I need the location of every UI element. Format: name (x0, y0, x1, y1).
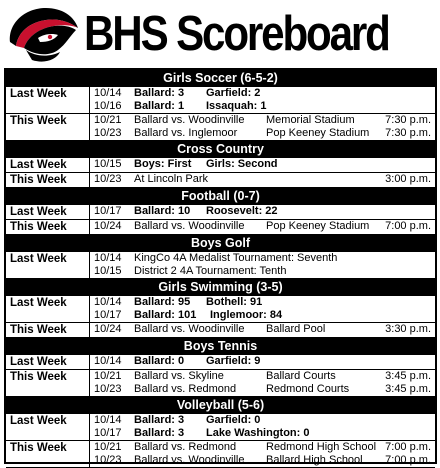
game-date: 10/23 (94, 383, 122, 395)
game-date: 10/15 (94, 158, 122, 170)
group-label: Last Week (6, 87, 90, 113)
table-row (90, 296, 435, 309)
table-row (90, 127, 435, 140)
opponent-score: Garfield: 0 (206, 414, 261, 426)
game-time: 7:00 p.m. (385, 454, 431, 466)
game-time: 3:45 p.m. (385, 383, 431, 395)
game-date: 10/16 (94, 100, 122, 112)
game-location: Ballard Courts (266, 370, 336, 382)
result-group (6, 87, 435, 114)
game-time: 3:45 p.m. (385, 370, 431, 382)
game-date: 10/14 (94, 296, 122, 308)
game-info: Ballard vs. Woodinville (134, 114, 245, 126)
result-group (6, 323, 435, 338)
game-info: Ballard vs. Redmond (134, 441, 237, 453)
game-time: 7:30 p.m. (385, 127, 431, 139)
game-date: 10/14 (94, 355, 122, 367)
group-label: This Week (6, 114, 90, 140)
section-title-boys-tennis: Boys Tennis (6, 338, 435, 355)
game-info: At Lincoln Park (134, 173, 208, 185)
result-group (6, 441, 435, 468)
game-date: 10/23 (94, 127, 122, 139)
game-info: Ballard vs. Redmond (134, 383, 237, 395)
table-row (90, 309, 435, 322)
game-info: KingCo 4A Medalist Tournament: Seventh (134, 252, 338, 264)
game-date: 10/14 (94, 87, 122, 99)
game-location: Memorial Stadium (266, 114, 355, 126)
section-title-football-0-7: Football (0-7) (6, 188, 435, 205)
section-title-boys-golf: Boys Golf (6, 235, 435, 252)
result-group (6, 414, 435, 441)
group-label: Last Week (6, 205, 90, 219)
table-row (90, 370, 435, 383)
ballard-score: Ballard: 3 (134, 87, 185, 99)
game-info: Ballard vs. Woodinville (134, 323, 245, 335)
game-time: 3:30 p.m. (385, 323, 431, 335)
game-date: 10/24 (94, 220, 122, 232)
game-info: District 2 4A Tournament: Tenth (134, 265, 287, 277)
game-location: Pop Keeney Stadium (266, 220, 370, 232)
table-row (90, 114, 435, 127)
table-row (90, 441, 435, 454)
table-row (90, 220, 435, 233)
game-info: Ballard vs. Inglemoor (134, 127, 238, 139)
group-label: Last Week (6, 414, 90, 440)
game-info: Ballard vs. Woodinville (134, 454, 245, 466)
group-label: Last Week (6, 252, 90, 278)
ballard-score: Ballard: 101 (134, 309, 197, 321)
group-label: Last Week (6, 158, 90, 172)
ballard-score: Ballard: 10 (134, 205, 191, 217)
group-label: Last Week (6, 355, 90, 369)
table-row (90, 173, 435, 186)
game-location: Ballard High School (266, 454, 363, 466)
table-row (90, 414, 435, 427)
section-title-girls-soccer-6-5-2: Girls Soccer (6-5-2) (6, 70, 435, 87)
group-label: This Week (6, 220, 90, 234)
game-time: 3:00 p.m. (385, 173, 431, 185)
section-title-volleyball-5-6: Volleyball (5-6) (6, 397, 435, 414)
result-group (6, 252, 435, 279)
beaver-logo-icon (4, 2, 82, 66)
game-date: 10/15 (94, 265, 122, 277)
table-row (90, 87, 435, 100)
game-location: Redmond Courts (266, 383, 350, 395)
game-date: 10/21 (94, 370, 122, 382)
result-group (6, 355, 435, 370)
table-row (90, 383, 435, 396)
table-row (90, 323, 435, 336)
ballard-score: Ballard: 0 (134, 355, 185, 367)
table-row (90, 158, 435, 171)
result-group (6, 220, 435, 235)
section-title-girls-swimming-3-5: Girls Swimming (3-5) (6, 279, 435, 296)
opponent-score: Inglemoor: 84 (210, 309, 283, 321)
game-date: 10/21 (94, 441, 122, 453)
table-row (90, 252, 435, 265)
table-row (90, 427, 435, 440)
header (0, 0, 440, 68)
group-label: Last Week (6, 296, 90, 322)
result-group (6, 114, 435, 141)
table-row (90, 265, 435, 278)
section-title-cross-country: Cross Country (6, 141, 435, 158)
table-row (90, 355, 435, 368)
ballard-score: Ballard: 95 (134, 296, 191, 308)
game-date: 10/23 (94, 173, 122, 185)
opponent-score: Bothell: 91 (206, 296, 263, 308)
game-date: 10/24 (94, 323, 122, 335)
ballard-score: Ballard: 1 (134, 100, 185, 112)
opponent-score: Issaquah: 1 (206, 100, 267, 112)
ballard-score: Boys: First (134, 158, 192, 170)
opponent-score: Lake Washington: 0 (206, 427, 310, 439)
game-time: 7:00 p.m. (385, 441, 431, 453)
group-label: This Week (6, 323, 90, 337)
result-group (6, 296, 435, 323)
result-group (6, 205, 435, 220)
game-date: 10/17 (94, 427, 122, 439)
opponent-score: Roosevelt: 22 (206, 205, 278, 217)
result-group (6, 158, 435, 173)
game-date: 10/17 (94, 309, 122, 321)
ballard-score: Ballard: 3 (134, 427, 185, 439)
game-location: Ballard Pool (266, 323, 326, 335)
game-location: Redmond High School (266, 441, 377, 453)
result-group (6, 173, 435, 188)
group-label: This Week (6, 370, 90, 396)
game-info: Ballard vs. Woodinville (134, 220, 245, 232)
scoreboard-table (4, 68, 437, 464)
game-date: 10/21 (94, 114, 122, 126)
opponent-score: Garfield: 2 (206, 87, 261, 99)
table-row (90, 205, 435, 218)
result-group (6, 370, 435, 397)
page-title: BHS Scoreboard (84, 7, 389, 61)
table-row (90, 100, 435, 113)
group-label: This Week (6, 441, 90, 467)
ballard-score: Ballard: 3 (134, 414, 185, 426)
opponent-score: Girls: Second (206, 158, 278, 170)
game-date: 10/23 (94, 454, 122, 466)
game-location: Pop Keeney Stadium (266, 127, 370, 139)
game-date: 10/17 (94, 205, 122, 217)
game-date: 10/14 (94, 414, 122, 426)
table-row (90, 454, 435, 467)
game-time: 7:30 p.m. (385, 114, 431, 126)
game-time: 7:00 p.m. (385, 220, 431, 232)
group-label: This Week (6, 173, 90, 187)
game-info: Ballard vs. Skyline (134, 370, 224, 382)
game-date: 10/14 (94, 252, 122, 264)
opponent-score: Garfield: 9 (206, 355, 261, 367)
